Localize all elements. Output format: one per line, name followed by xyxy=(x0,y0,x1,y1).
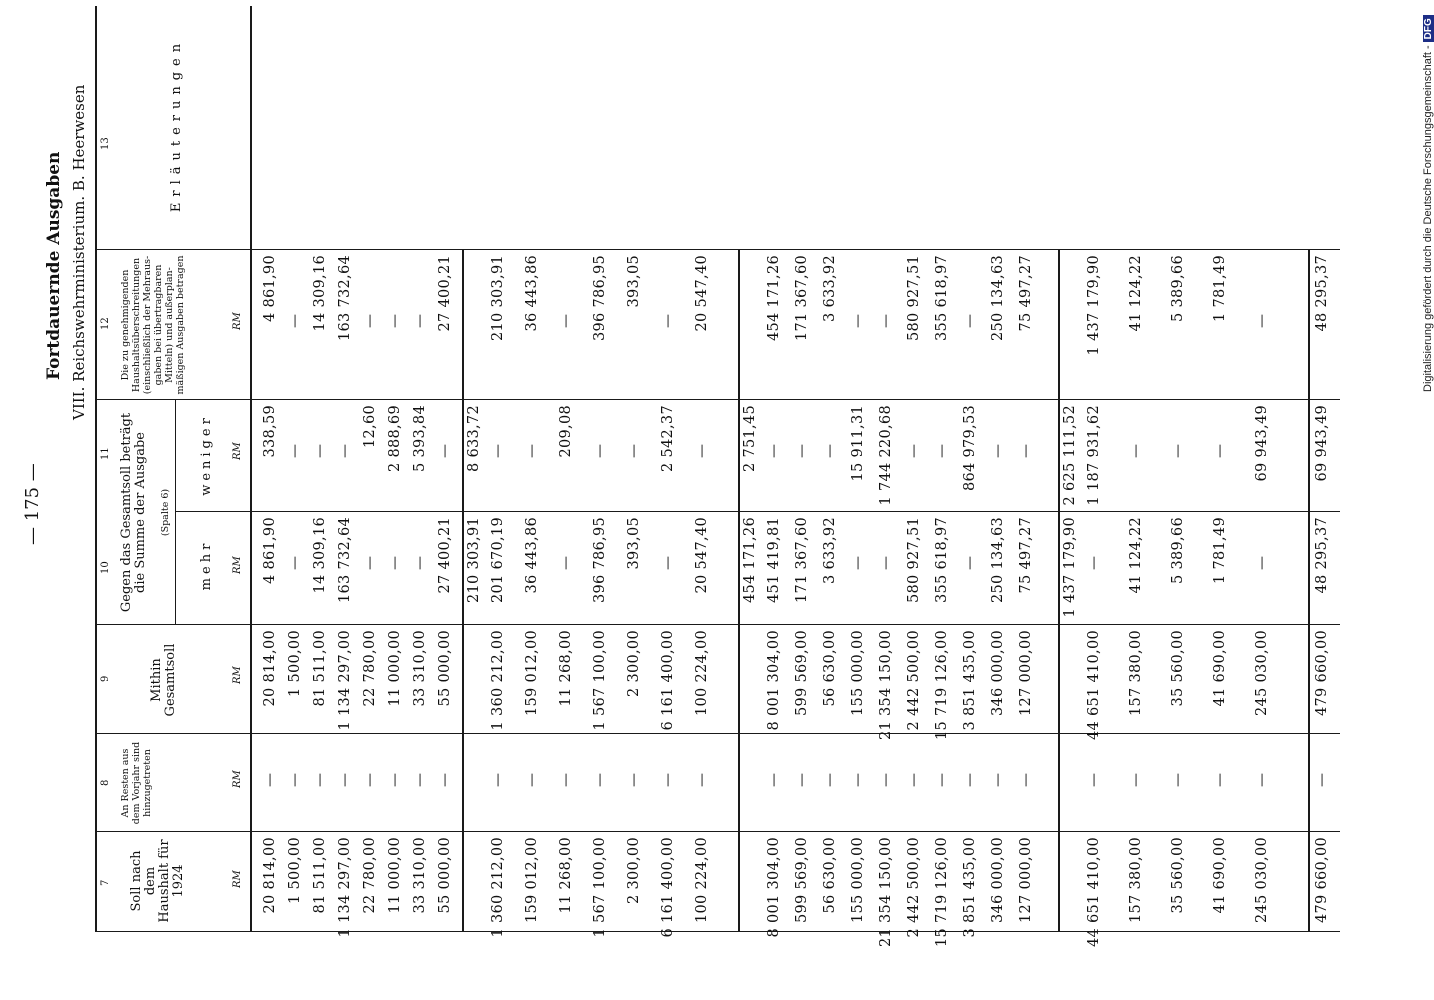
row-rows-0-c8: — xyxy=(262,772,278,787)
row-block4-2-c7: 35 560,00 xyxy=(1170,837,1186,914)
row-block3-6-c8: — xyxy=(934,772,950,787)
row-block3-5-c7: 2 442 500,00 xyxy=(906,837,922,938)
unit-11: RM xyxy=(232,442,243,460)
row-block2-3-c11: — xyxy=(592,443,608,458)
row-block3-1-c12: 171 367,60 xyxy=(794,255,810,342)
row-rows-0-c12: 4 861,90 xyxy=(262,255,278,322)
row-block3-0-c9: 8 001 304,00 xyxy=(766,630,782,731)
row-block4-1-c10: 41 124,22 xyxy=(1128,517,1144,594)
col-number-11: 11 xyxy=(100,447,111,460)
row-rows-5-c9: 11 000,00 xyxy=(387,630,403,707)
total-c8: — xyxy=(1314,772,1330,787)
row-rows-5-c11: 2 888,69 xyxy=(387,405,403,472)
row-rows-7-c7: 55 000,00 xyxy=(437,837,453,914)
row-rows-3-c11: — xyxy=(337,443,353,458)
col-header-13: Erläuterungen xyxy=(169,37,184,213)
row-block3-4-c12: — xyxy=(878,313,894,328)
row-block3-7-c11: 864 979,53 xyxy=(962,405,978,492)
row-block2-4-c7: 2 300,00 xyxy=(626,837,642,904)
row-block2-6-c11: — xyxy=(694,443,710,458)
row-block3-4-c9: 21 354 150,00 xyxy=(878,630,894,740)
row-block3-8-c12: 250 134,63 xyxy=(990,255,1006,342)
row-block4-0-c7: 44 651 410,00 xyxy=(1086,837,1102,947)
row-block2-3-c9: 1 567 100,00 xyxy=(592,630,608,731)
row-block4-1-c12: 41 124,22 xyxy=(1128,255,1144,332)
row-block2-1-c10: 36 443,86 xyxy=(524,517,540,594)
row-block3-3-c11: 15 911,31 xyxy=(850,405,866,482)
total-c11: 69 943,49 xyxy=(1314,405,1330,482)
subtotal1-c10: 210 303,91 xyxy=(466,517,482,604)
row-rows-6-c9: 33 310,00 xyxy=(412,630,428,707)
row-block3-0-c12: 454 171,26 xyxy=(766,255,782,342)
col-header-9: Mithin Gesamtsoll xyxy=(149,643,178,717)
col-sep-11-12 xyxy=(95,399,1340,400)
row-block3-0-c10: 451 419,81 xyxy=(766,517,782,604)
row-block3-3-c12: — xyxy=(850,313,866,328)
row-rows-6-c10: — xyxy=(412,555,428,570)
row-rows-2-c11: — xyxy=(312,443,328,458)
row-block2-0-c7: 1 360 212,00 xyxy=(490,837,506,938)
row-block4-4-c9: 245 030,00 xyxy=(1254,630,1270,717)
row-block3-1-c7: 599 569,00 xyxy=(794,837,810,924)
row-block2-4-c12: 393,05 xyxy=(626,255,642,308)
table-header-rule xyxy=(250,6,252,932)
row-rows-2-c7: 81 511,00 xyxy=(312,837,328,914)
row-rows-1-c7: 1 500,00 xyxy=(287,837,303,904)
row-block2-0-c11: — xyxy=(490,443,506,458)
row-block4-0-c8: — xyxy=(1086,772,1102,787)
row-block4-1-c11: — xyxy=(1128,443,1144,458)
row-block3-7-c9: 3 851 435,00 xyxy=(962,630,978,731)
table-top-rule xyxy=(95,6,97,932)
block-rule-1 xyxy=(462,250,464,932)
row-rows-5-c10: — xyxy=(387,555,403,570)
row-block3-6-c7: 15 719 126,00 xyxy=(934,837,950,947)
row-rows-5-c8: — xyxy=(387,772,403,787)
row-block2-0-c8: — xyxy=(490,772,506,787)
col-sep-7-left xyxy=(95,931,1340,932)
row-block3-6-c12: 355 618,97 xyxy=(934,255,950,342)
col-header-group: Gegen das Gesamtsoll beträgt die Summe der Ausgabe xyxy=(119,412,148,613)
row-block2-5-c8: — xyxy=(660,772,676,787)
row-block3-7-c7: 3 851 435,00 xyxy=(962,837,978,938)
row-block3-1-c10: 171 367,60 xyxy=(794,517,810,604)
row-rows-6-c7: 33 310,00 xyxy=(412,837,428,914)
col-header-10: mehr xyxy=(199,539,214,591)
row-rows-2-c9: 81 511,00 xyxy=(312,630,328,707)
row-block4-0-c9: 44 651 410,00 xyxy=(1086,630,1102,740)
row-block3-8-c8: — xyxy=(990,772,1006,787)
row-rows-4-c12: — xyxy=(362,313,378,328)
row-block3-1-c9: 599 569,00 xyxy=(794,630,810,717)
row-block2-0-c12: 210 303,91 xyxy=(490,255,506,342)
row-block2-3-c10: 396 786,95 xyxy=(592,517,608,604)
row-block3-2-c9: 56 630,00 xyxy=(822,630,838,707)
row-block2-2-c12: — xyxy=(558,313,574,328)
block-rule-2 xyxy=(738,250,740,932)
row-block3-1-c11: — xyxy=(794,443,810,458)
row-block3-6-c11: — xyxy=(934,443,950,458)
row-rows-5-c12: — xyxy=(387,313,403,328)
row-block3-2-c11: — xyxy=(822,443,838,458)
row-block3-7-c10: — xyxy=(962,555,978,570)
dfg-logo: DFG xyxy=(1423,15,1434,42)
row-block3-4-c7: 21 354 150,00 xyxy=(878,837,894,947)
row-block2-0-c10: 201 670,19 xyxy=(490,517,506,604)
row-block2-3-c12: 396 786,95 xyxy=(592,255,608,342)
row-block2-2-c8: — xyxy=(558,772,574,787)
row-block3-9-c9: 127 000,00 xyxy=(1018,630,1034,717)
row-block3-0-c7: 8 001 304,00 xyxy=(766,837,782,938)
row-block3-1-c8: — xyxy=(794,772,810,787)
total-c7: 479 660,00 xyxy=(1314,837,1330,924)
row-block3-0-c11: — xyxy=(766,443,782,458)
row-block4-3-c7: 41 690,00 xyxy=(1212,837,1228,914)
row-block2-6-c8: — xyxy=(694,772,710,787)
row-rows-3-c9: 1 134 297,00 xyxy=(337,630,353,731)
row-rows-0-c10: 4 861,90 xyxy=(262,517,278,584)
row-rows-4-c11: 12,60 xyxy=(362,405,378,449)
subtotal2-c11: 2 751,45 xyxy=(742,405,758,472)
row-block2-1-c9: 159 012,00 xyxy=(524,630,540,717)
col-header-11: weniger xyxy=(199,414,214,496)
row-rows-7-c10: 27 400,21 xyxy=(437,517,453,594)
row-rows-1-c8: — xyxy=(287,772,303,787)
subtotal3-c10: 1 437 179,90 xyxy=(1062,517,1078,618)
col-sep-9-10 xyxy=(95,624,1340,625)
row-rows-1-c11: — xyxy=(287,443,303,458)
digitization-text: Digitalisierung gefördert durch die Deutsche Forschungsgemeinschaft - xyxy=(1422,45,1434,392)
col-number-9: 9 xyxy=(100,675,111,682)
row-block2-4-c11: — xyxy=(626,443,642,458)
row-block2-2-c9: 11 268,00 xyxy=(558,630,574,707)
col-sep-7-8 xyxy=(95,831,1340,832)
row-block2-5-c11: 2 542,37 xyxy=(660,405,676,472)
subtotal2-c10: 454 171,26 xyxy=(742,517,758,604)
row-rows-7-c11: — xyxy=(437,443,453,458)
row-rows-3-c12: 163 732,64 xyxy=(337,255,353,342)
col-number-8: 8 xyxy=(100,779,111,786)
row-block3-8-c7: 346 000,00 xyxy=(990,837,1006,924)
col-header-8: An Resten aus dem Vorjahr sind hinzugetreten xyxy=(120,741,153,825)
col-number-10: 10 xyxy=(100,561,111,574)
total-c9: 479 660,00 xyxy=(1314,630,1330,717)
digitization-note xyxy=(1422,15,1434,392)
row-block4-0-c12: 1 437 179,90 xyxy=(1086,255,1102,356)
row-block3-6-c10: 355 618,97 xyxy=(934,517,950,604)
row-block3-7-c12: — xyxy=(962,313,978,328)
row-block3-3-c10: — xyxy=(850,555,866,570)
row-block3-4-c8: — xyxy=(878,772,894,787)
col-sep-10-11 xyxy=(175,511,1340,512)
row-rows-5-c7: 11 000,00 xyxy=(387,837,403,914)
row-block4-1-c7: 157 380,00 xyxy=(1128,837,1144,924)
row-block2-1-c8: — xyxy=(524,772,540,787)
row-block3-0-c8: — xyxy=(766,772,782,787)
row-block4-0-c11: 1 187 931,62 xyxy=(1086,405,1102,506)
row-rows-6-c12: — xyxy=(412,313,428,328)
row-block3-2-c7: 56 630,00 xyxy=(822,837,838,914)
group-split-rule xyxy=(175,400,176,625)
row-block2-3-c7: 1 567 100,00 xyxy=(592,837,608,938)
subtotal3-c11: 2 625 111,52 xyxy=(1062,405,1078,506)
unit-9: RM xyxy=(232,666,243,684)
row-block4-3-c9: 41 690,00 xyxy=(1212,630,1228,707)
row-block3-3-c9: 155 000,00 xyxy=(850,630,866,717)
row-rows-4-c9: 22 780,00 xyxy=(362,630,378,707)
row-block4-0-c10: — xyxy=(1086,555,1102,570)
row-block3-8-c9: 346 000,00 xyxy=(990,630,1006,717)
row-block4-1-c9: 157 380,00 xyxy=(1128,630,1144,717)
page-title: Fortdauernde Ausgaben xyxy=(44,151,64,380)
row-rows-0-c7: 20 814,00 xyxy=(262,837,278,914)
row-block2-5-c7: 6 161 400,00 xyxy=(660,837,676,938)
row-rows-7-c9: 55 000,00 xyxy=(437,630,453,707)
row-block3-9-c7: 127 000,00 xyxy=(1018,837,1034,924)
row-block4-4-c12: — xyxy=(1254,313,1270,328)
row-rows-3-c7: 1 134 297,00 xyxy=(337,837,353,938)
row-block2-4-c10: 393,05 xyxy=(626,517,642,570)
row-block4-4-c10: — xyxy=(1254,555,1270,570)
row-block2-5-c9: 6 161 400,00 xyxy=(660,630,676,731)
row-block2-6-c10: 20 547,40 xyxy=(694,517,710,594)
row-rows-6-c11: 5 393,84 xyxy=(412,405,428,472)
row-block2-1-c11: — xyxy=(524,443,540,458)
row-rows-7-c12: 27 400,21 xyxy=(437,255,453,332)
row-block2-6-c9: 100 224,00 xyxy=(694,630,710,717)
row-rows-1-c12: — xyxy=(287,313,303,328)
total-c12: 48 295,37 xyxy=(1314,255,1330,332)
unit-7: RM xyxy=(232,870,243,888)
total-c10: 48 295,37 xyxy=(1314,517,1330,594)
unit-8: RM xyxy=(232,770,243,788)
row-block2-2-c11: 209,08 xyxy=(558,405,574,458)
block-rule-4 xyxy=(1308,250,1310,932)
row-block3-5-c8: — xyxy=(906,772,922,787)
row-block4-3-c8: — xyxy=(1212,772,1228,787)
unit-12: RM xyxy=(232,312,243,330)
col-number-7: 7 xyxy=(100,879,111,886)
col-sep-12-13 xyxy=(95,249,1340,250)
row-block3-3-c7: 155 000,00 xyxy=(850,837,866,924)
row-block3-5-c9: 2 442 500,00 xyxy=(906,630,922,731)
row-block2-4-c8: — xyxy=(626,772,642,787)
row-block4-3-c12: 1 781,49 xyxy=(1212,255,1228,322)
col-header-12: Die zu genehmigenden Haushaltsüberschreitungen (einschließlich der Mehrausgaben bei übertragbaren Mitteln) und außerplanmäßigen Ausgaben betragen xyxy=(120,255,186,395)
col-sep-8-9 xyxy=(95,733,1340,734)
row-block3-8-c10: 250 134,63 xyxy=(990,517,1006,604)
row-block2-2-c10: — xyxy=(558,555,574,570)
row-block2-6-c12: 20 547,40 xyxy=(694,255,710,332)
col-number-12: 12 xyxy=(100,317,111,330)
row-block4-2-c11: — xyxy=(1170,443,1186,458)
row-block2-3-c8: — xyxy=(592,772,608,787)
row-rows-1-c9: 1 500,00 xyxy=(287,630,303,697)
col-header-group-sub: (Spalte 6) xyxy=(160,488,171,537)
row-block4-4-c8: — xyxy=(1254,772,1270,787)
row-block4-2-c10: 5 389,66 xyxy=(1170,517,1186,584)
row-block4-4-c11: 69 943,49 xyxy=(1254,405,1270,482)
row-block2-1-c12: 36 443,86 xyxy=(524,255,540,332)
row-block3-2-c8: — xyxy=(822,772,838,787)
row-block2-5-c12: — xyxy=(660,313,676,328)
unit-10: RM xyxy=(232,556,243,574)
row-block4-2-c12: 5 389,66 xyxy=(1170,255,1186,322)
row-block4-3-c11: — xyxy=(1212,443,1228,458)
row-rows-3-c8: — xyxy=(337,772,353,787)
row-block3-2-c12: 3 633,92 xyxy=(822,255,838,322)
row-rows-4-c8: — xyxy=(362,772,378,787)
row-block2-2-c7: 11 268,00 xyxy=(558,837,574,914)
row-block3-2-c10: 3 633,92 xyxy=(822,517,838,584)
row-block4-2-c9: 35 560,00 xyxy=(1170,630,1186,707)
row-rows-4-c10: — xyxy=(362,555,378,570)
row-block3-3-c8: — xyxy=(850,772,866,787)
row-block3-4-c11: 1 744 220,68 xyxy=(878,405,894,506)
row-block4-4-c7: 245 030,00 xyxy=(1254,837,1270,924)
col-header-7: Soll nach dem Haushalt für 1924 xyxy=(129,839,186,923)
row-block2-5-c10: — xyxy=(660,555,676,570)
row-rows-2-c12: 14 309,16 xyxy=(312,255,328,332)
row-block2-4-c9: 2 300,00 xyxy=(626,630,642,697)
row-rows-6-c8: — xyxy=(412,772,428,787)
row-rows-3-c10: 163 732,64 xyxy=(337,517,353,604)
row-rows-1-c10: — xyxy=(287,555,303,570)
row-rows-4-c7: 22 780,00 xyxy=(362,837,378,914)
row-block3-9-c12: 75 497,27 xyxy=(1018,255,1034,332)
row-block3-5-c10: 580 927,51 xyxy=(906,517,922,604)
row-block3-6-c9: 15 719 126,00 xyxy=(934,630,950,740)
row-block2-6-c7: 100 224,00 xyxy=(694,837,710,924)
row-block3-5-c11: — xyxy=(906,443,922,458)
row-block3-5-c12: 580 927,51 xyxy=(906,255,922,342)
row-block4-3-c10: 1 781,49 xyxy=(1212,517,1228,584)
page-number: — 175 — xyxy=(22,463,43,545)
row-rows-2-c10: 14 309,16 xyxy=(312,517,328,594)
row-rows-7-c8: — xyxy=(437,772,453,787)
row-rows-0-c9: 20 814,00 xyxy=(262,630,278,707)
row-block3-4-c10: — xyxy=(878,555,894,570)
row-block3-9-c10: 75 497,27 xyxy=(1018,517,1034,594)
row-block2-0-c9: 1 360 212,00 xyxy=(490,630,506,731)
block-rule-3 xyxy=(1058,250,1060,932)
row-rows-0-c11: 338,59 xyxy=(262,405,278,458)
row-block3-8-c11: — xyxy=(990,443,1006,458)
subtotal1-c11: 8 633,72 xyxy=(466,405,482,472)
page-subtitle: VIII. Reichswehrministerium. B. Heerwesen xyxy=(70,84,88,420)
col-number-13: 13 xyxy=(100,137,111,150)
row-rows-2-c8: — xyxy=(312,772,328,787)
row-block4-1-c8: — xyxy=(1128,772,1144,787)
row-block2-1-c7: 159 012,00 xyxy=(524,837,540,924)
row-block4-2-c8: — xyxy=(1170,772,1186,787)
row-block3-7-c8: — xyxy=(962,772,978,787)
row-block3-9-c8: — xyxy=(1018,772,1034,787)
row-block3-9-c11: — xyxy=(1018,443,1034,458)
